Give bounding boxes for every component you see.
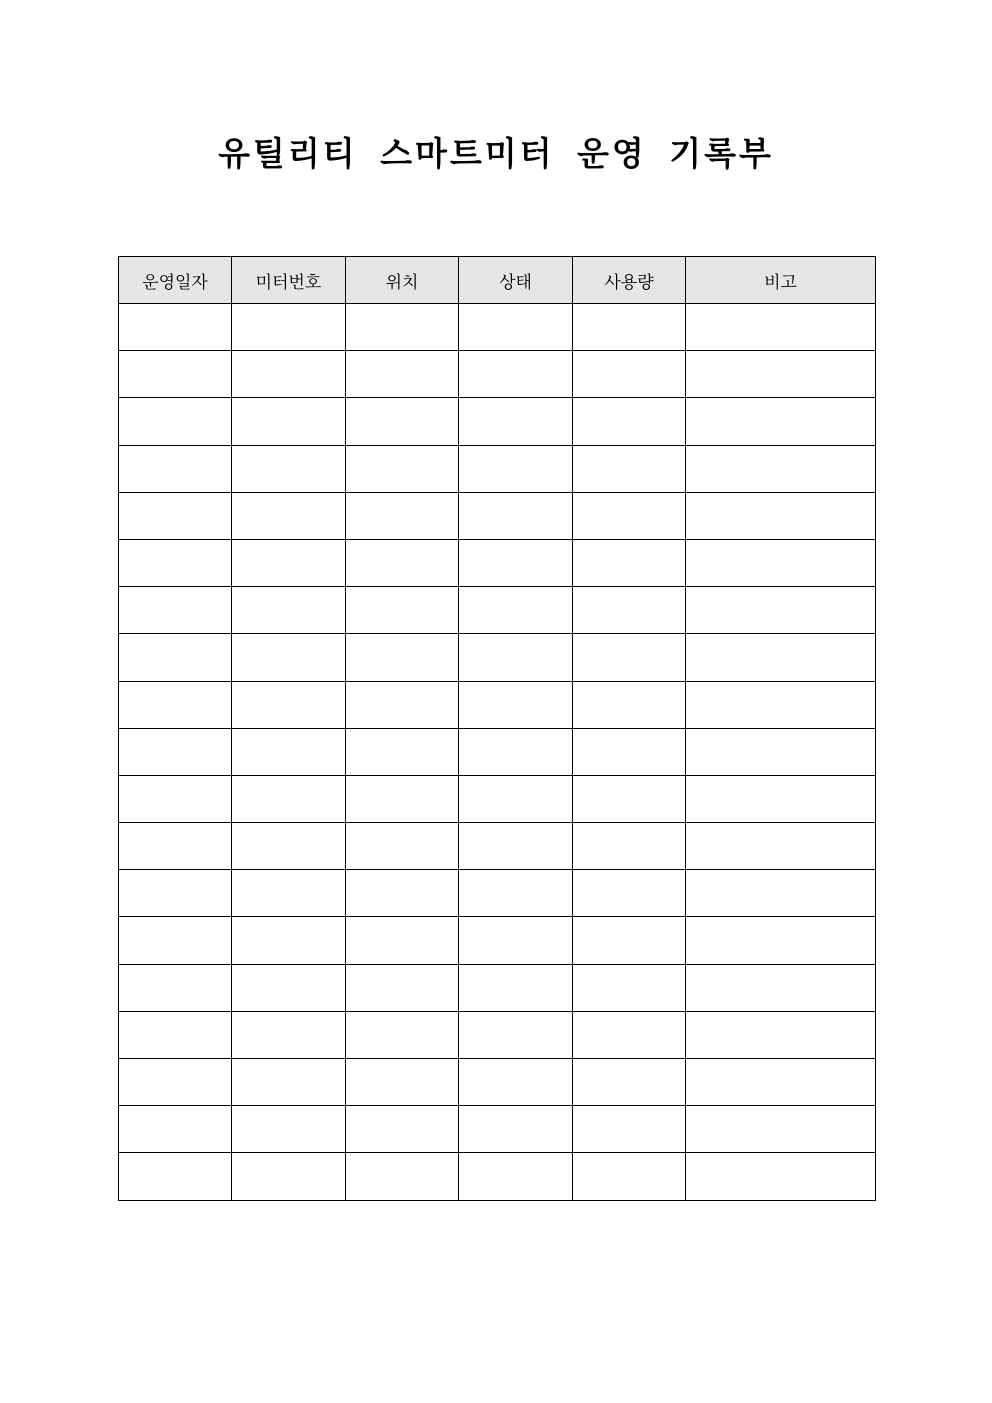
location-cell[interactable] — [346, 775, 459, 822]
location-cell[interactable] — [346, 1011, 459, 1058]
table-row — [119, 870, 876, 917]
status-cell[interactable] — [459, 492, 573, 539]
date-cell[interactable] — [119, 304, 232, 351]
table-row — [119, 775, 876, 822]
meter-number-cell[interactable] — [232, 870, 346, 917]
table-row — [119, 681, 876, 728]
remarks-cell[interactable] — [686, 304, 876, 351]
status-cell[interactable] — [459, 1011, 573, 1058]
table-row — [119, 351, 876, 398]
location-cell[interactable] — [346, 823, 459, 870]
location-cell[interactable] — [346, 351, 459, 398]
column-header-meter-number: 미터번호 — [232, 257, 346, 304]
usage-cell[interactable] — [573, 539, 686, 586]
meter-number-cell[interactable] — [232, 775, 346, 822]
date-cell[interactable] — [119, 1106, 232, 1153]
remarks-cell[interactable] — [686, 587, 876, 634]
remarks-cell[interactable] — [686, 823, 876, 870]
status-cell[interactable] — [459, 775, 573, 822]
status-cell[interactable] — [459, 681, 573, 728]
usage-cell[interactable] — [573, 1011, 686, 1058]
location-cell[interactable] — [346, 917, 459, 964]
remarks-cell[interactable] — [686, 634, 876, 681]
usage-cell[interactable] — [573, 1153, 686, 1200]
meter-number-cell[interactable] — [232, 823, 346, 870]
remarks-cell[interactable] — [686, 1106, 876, 1153]
date-cell[interactable] — [119, 587, 232, 634]
usage-cell[interactable] — [573, 728, 686, 775]
location-cell[interactable] — [346, 870, 459, 917]
status-cell[interactable] — [459, 398, 573, 445]
meter-number-cell[interactable] — [232, 917, 346, 964]
date-cell[interactable] — [119, 1011, 232, 1058]
table-row — [119, 492, 876, 539]
date-cell[interactable] — [119, 870, 232, 917]
date-cell[interactable] — [119, 492, 232, 539]
usage-cell[interactable] — [573, 445, 686, 492]
remarks-cell[interactable] — [686, 917, 876, 964]
meter-number-cell[interactable] — [232, 1059, 346, 1106]
table-row — [119, 728, 876, 775]
date-cell[interactable] — [119, 539, 232, 586]
table-row — [119, 634, 876, 681]
location-cell[interactable] — [346, 1153, 459, 1200]
usage-cell[interactable] — [573, 304, 686, 351]
usage-cell[interactable] — [573, 823, 686, 870]
usage-cell[interactable] — [573, 681, 686, 728]
status-cell[interactable] — [459, 1059, 573, 1106]
usage-cell[interactable] — [573, 398, 686, 445]
remarks-cell[interactable] — [686, 492, 876, 539]
location-cell[interactable] — [346, 634, 459, 681]
status-cell[interactable] — [459, 823, 573, 870]
column-header-location: 위치 — [346, 257, 459, 304]
remarks-cell[interactable] — [686, 1059, 876, 1106]
meter-number-cell[interactable] — [232, 1106, 346, 1153]
meter-number-cell[interactable] — [232, 492, 346, 539]
remarks-cell[interactable] — [686, 1011, 876, 1058]
location-cell[interactable] — [346, 681, 459, 728]
status-cell[interactable] — [459, 634, 573, 681]
table-row — [119, 1106, 876, 1153]
status-cell[interactable] — [459, 1153, 573, 1200]
usage-cell[interactable] — [573, 351, 686, 398]
location-cell[interactable] — [346, 1106, 459, 1153]
table-row — [119, 445, 876, 492]
remarks-cell[interactable] — [686, 351, 876, 398]
remarks-cell[interactable] — [686, 398, 876, 445]
usage-cell[interactable] — [573, 587, 686, 634]
column-header-date: 운영일자 — [119, 257, 232, 304]
usage-cell[interactable] — [573, 1106, 686, 1153]
status-cell[interactable] — [459, 870, 573, 917]
remarks-cell[interactable] — [686, 445, 876, 492]
date-cell[interactable] — [119, 775, 232, 822]
location-cell[interactable] — [346, 964, 459, 1011]
table-row — [119, 539, 876, 586]
meter-number-cell[interactable] — [232, 1153, 346, 1200]
table-row — [119, 587, 876, 634]
table-row — [119, 1059, 876, 1106]
meter-number-cell[interactable] — [232, 1011, 346, 1058]
meter-number-cell[interactable] — [232, 398, 346, 445]
remarks-cell[interactable] — [686, 964, 876, 1011]
operation-log-table — [118, 256, 876, 1201]
column-header-usage: 사용량 — [573, 257, 686, 304]
remarks-cell[interactable] — [686, 1153, 876, 1200]
usage-cell[interactable] — [573, 775, 686, 822]
remarks-cell[interactable] — [686, 539, 876, 586]
meter-number-cell[interactable] — [232, 681, 346, 728]
table-row — [119, 1011, 876, 1058]
remarks-cell[interactable] — [686, 870, 876, 917]
meter-number-cell[interactable] — [232, 445, 346, 492]
table-row — [119, 304, 876, 351]
meter-number-cell[interactable] — [232, 964, 346, 1011]
location-cell[interactable] — [346, 728, 459, 775]
remarks-cell[interactable] — [686, 681, 876, 728]
meter-number-cell[interactable] — [232, 304, 346, 351]
date-cell[interactable] — [119, 1153, 232, 1200]
remarks-cell[interactable] — [686, 775, 876, 822]
status-cell[interactable] — [459, 304, 573, 351]
date-cell[interactable] — [119, 917, 232, 964]
location-cell[interactable] — [346, 398, 459, 445]
date-cell[interactable] — [119, 964, 232, 1011]
date-cell[interactable] — [119, 1059, 232, 1106]
table-header-row — [119, 257, 876, 304]
table-body — [119, 304, 876, 1201]
table-row — [119, 964, 876, 1011]
column-header-remarks: 비고 — [686, 257, 876, 304]
table-row — [119, 917, 876, 964]
status-cell[interactable] — [459, 539, 573, 586]
date-cell[interactable] — [119, 398, 232, 445]
table-row — [119, 398, 876, 445]
usage-cell[interactable] — [573, 870, 686, 917]
location-cell[interactable] — [346, 539, 459, 586]
meter-number-cell[interactable] — [232, 634, 346, 681]
date-cell[interactable] — [119, 728, 232, 775]
usage-cell[interactable] — [573, 492, 686, 539]
table-row — [119, 1153, 876, 1200]
location-cell[interactable] — [346, 492, 459, 539]
column-header-status: 상태 — [459, 257, 573, 304]
usage-cell[interactable] — [573, 917, 686, 964]
status-cell[interactable] — [459, 728, 573, 775]
meter-number-cell[interactable] — [232, 587, 346, 634]
usage-cell[interactable] — [573, 1059, 686, 1106]
remarks-cell[interactable] — [686, 728, 876, 775]
date-cell[interactable] — [119, 634, 232, 681]
status-cell[interactable] — [459, 1106, 573, 1153]
date-cell[interactable] — [119, 823, 232, 870]
location-cell[interactable] — [346, 445, 459, 492]
meter-number-cell[interactable] — [232, 728, 346, 775]
status-cell[interactable] — [459, 964, 573, 1011]
status-cell[interactable] — [459, 445, 573, 492]
meter-number-cell[interactable] — [232, 351, 346, 398]
page-title: 유틸리티 스마트미터 운영 기록부 — [218, 134, 774, 173]
usage-cell[interactable] — [573, 964, 686, 1011]
usage-cell[interactable] — [573, 634, 686, 681]
status-cell[interactable] — [459, 917, 573, 964]
status-cell[interactable] — [459, 587, 573, 634]
date-cell[interactable] — [119, 681, 232, 728]
date-cell[interactable] — [119, 351, 232, 398]
status-cell[interactable] — [459, 351, 573, 398]
location-cell[interactable] — [346, 587, 459, 634]
date-cell[interactable] — [119, 445, 232, 492]
location-cell[interactable] — [346, 304, 459, 351]
meter-number-cell[interactable] — [232, 539, 346, 586]
table-row — [119, 823, 876, 870]
location-cell[interactable] — [346, 1059, 459, 1106]
